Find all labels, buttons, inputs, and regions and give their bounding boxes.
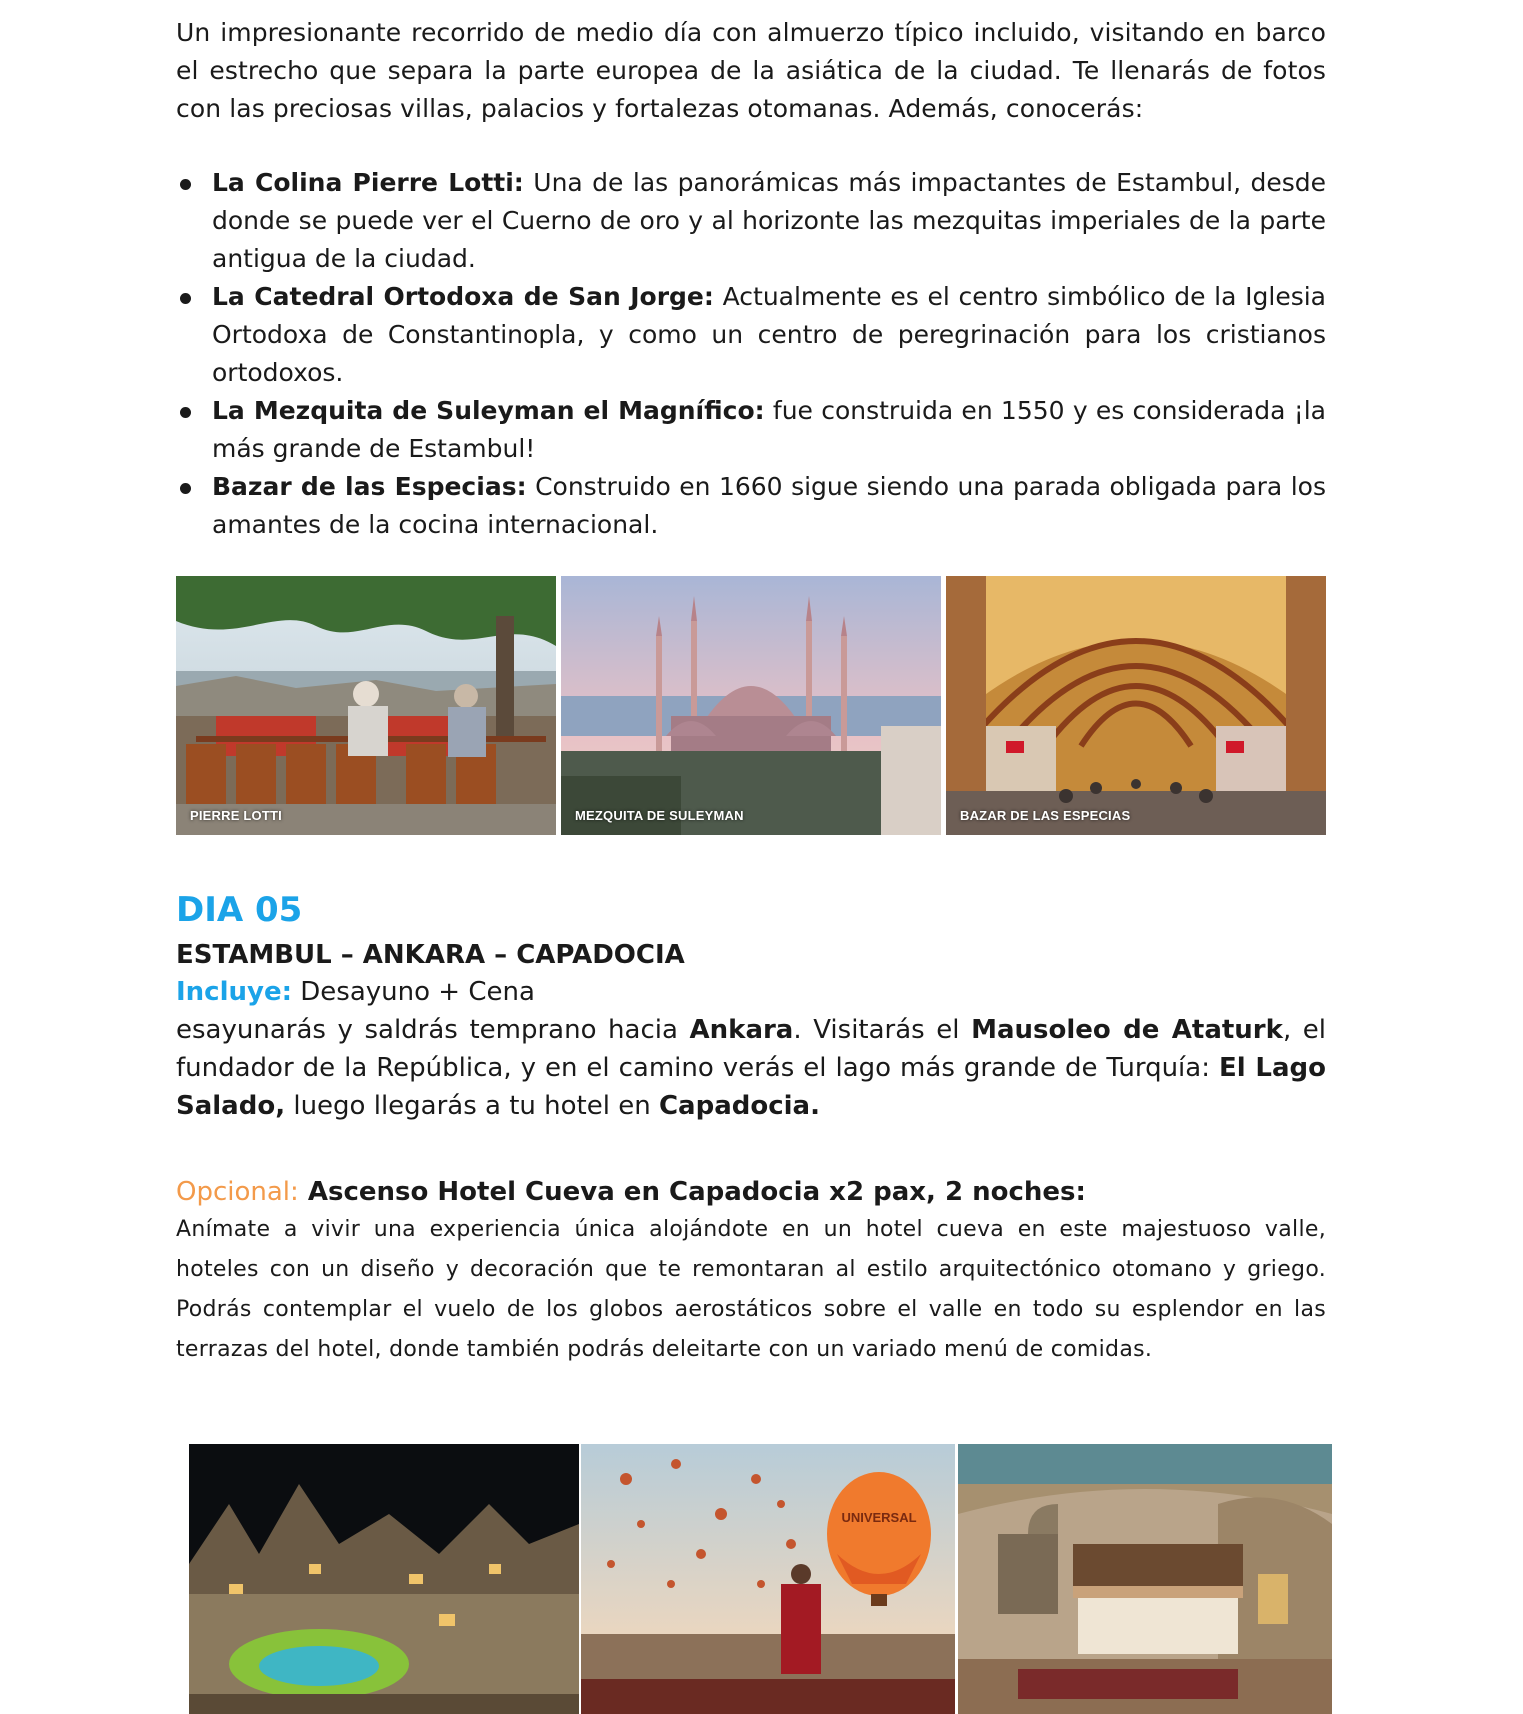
place-mausoleo: Mausoleo de Ataturk [971,1015,1283,1045]
photo-caption: MEZQUITA DE SULEYMAN [575,808,744,823]
highlights-list [176,164,1326,544]
mezquita-image [561,576,941,835]
list-item [176,278,1326,392]
photo-cave-hotel-night [189,1444,579,1714]
day-route: ESTAMBUL – ANKARA – CAPADOCIA [176,940,685,970]
pierre-lotti-image [176,576,556,835]
day-title: DIA 05 [176,890,303,930]
list-item [176,164,1326,278]
place-ankara: Ankara [689,1015,794,1045]
bullet-icon [180,293,191,304]
optional-colon: : [290,1177,299,1207]
text-segment: esayunarás y saldrás temprano hacia [176,1015,690,1045]
photo-caption: BAZAR DE LAS ESPECIAS [960,808,1131,823]
text-segment: luego llegarás a tu hotel en [285,1091,659,1121]
photo-cave-room [958,1444,1332,1714]
list-item-title: La Catedral Ortodoxa de San Jorge: [212,282,714,311]
place-capadocia: Capadocia. [658,1091,820,1121]
balloons-image [581,1444,955,1714]
list-item-title: Bazar de las Especias: [212,472,527,501]
text-segment: . Visitarás el [793,1015,972,1045]
list-item [176,392,1326,468]
photo-mezquita [561,576,941,835]
list-item-text: fue construida en 1550 y es considerada ¡la más grande de Estambul! [212,396,1326,463]
cave-hotel-night-image [189,1444,579,1714]
includes-label: Incluye: [176,977,292,1007]
photo-pierre-lotti [176,576,556,835]
list-item-text: Actualmente es el centro simbólico de la Iglesia Ortodoxa de Constantinopla, y como un centro de peregrinación para los cristianos ortodoxos. [212,282,1326,387]
bullet-icon [180,407,191,418]
optional-title: Ascenso Hotel Cueva en Capadocia x2 pax, 2 noches: [298,1177,1086,1207]
photo-bazar [946,576,1326,835]
cave-room-image [958,1444,1332,1714]
day-description [176,1011,1326,1125]
balloon-label: UNIVERSAL [841,1510,917,1525]
list-item-title: La Colina Pierre Lotti: [212,168,524,197]
text-segment: , el fundador de la República, y en el camino verás el lago más grande de Turquía: [176,1015,1327,1083]
list-item-title: La Mezquita de Suleyman el Magnífico: [212,396,765,425]
photo-caption: PIERRE LOTTI [190,808,282,823]
intro-paragraph: Un impresionante recorrido de medio día con almuerzo típico incluido, visitando en barco el estrecho que separa la parte europea de la asiática de la ciudad. Te llenarás de fotos con las preciosas villas, palacios y fortalezas otomanas. Además, conocerás: [176,18,1326,123]
bazar-image [946,576,1326,835]
bullet-icon [180,179,191,190]
list-item-text: Construido en 1660 sigue siendo una parada obligada para los amantes de la cocina internacional. [212,472,1327,539]
list-item-text: Una de las panorámicas más impactantes de Estambul, desde donde se puede ver el Cuerno de oro y al horizonte las mezquitas imperiales de la parte antigua de la ciudad. [212,168,1327,273]
optional-label: Opcional [176,1177,291,1207]
optional-heading [176,1174,1086,1210]
bullet-icon [180,483,191,494]
place-lago-salado: El Lago Salado, [176,1053,1327,1121]
includes-value: Desayuno + Cena [292,977,535,1007]
photo-balloons [581,1444,955,1714]
day-includes [176,974,535,1010]
optional-description: Anímate a vivir una experiencia única alojándote en un hotel cueva en este majestuoso valle, hoteles con un diseño y decoración que te remontaran al estilo arquitectónico otomano y griego. Podrás contemplar el vuelo de los globos aerostáticos sobre el valle en todo su esplendor en las terrazas del hotel, donde también podrás deleitarte con un variado menú de comidas. [176,1217,1326,1362]
list-item [176,468,1326,544]
